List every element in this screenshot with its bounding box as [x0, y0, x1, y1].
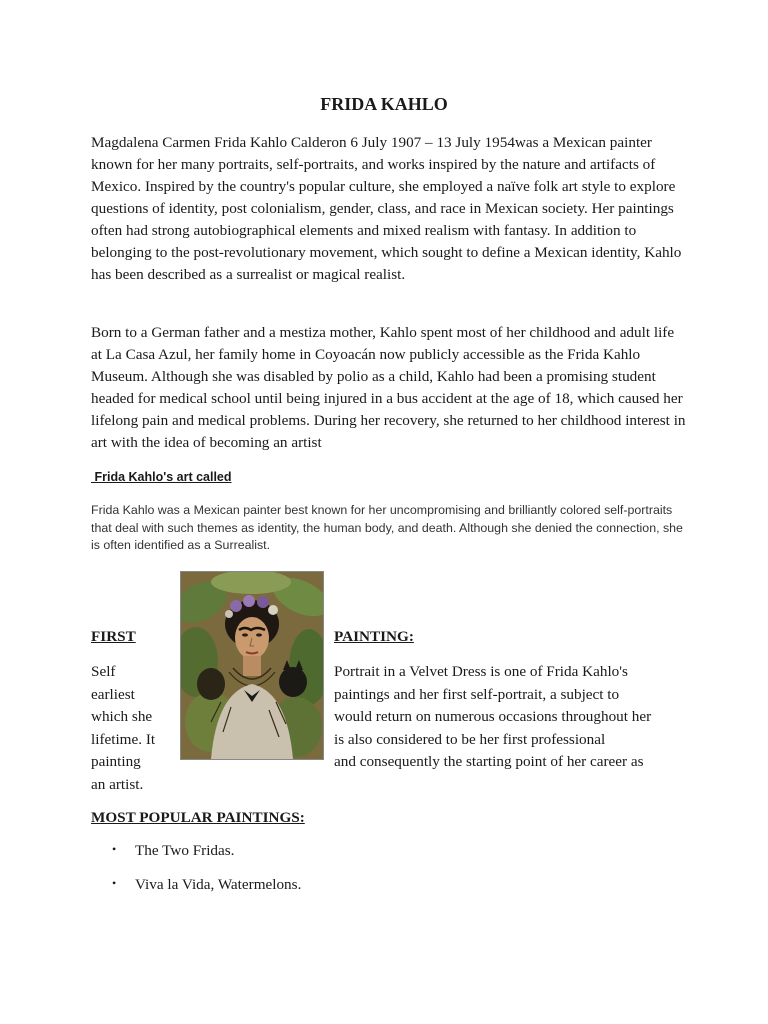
left-line: which she — [91, 708, 153, 725]
left-line: an artist. — [91, 775, 144, 793]
right-line: is also considered to be her first professional — [334, 730, 606, 748]
left-line: lifetime. It — [91, 730, 156, 748]
biography-paragraph: Born to a German father and a mestiza mother, Kahlo spent most of her childhood and adult life at La Casa Azul, her family home in Coyoacán now publicly accessible as the Frida Kahlo Museum. Although she was disabled by polio as a child, Kahlo had been a promising student headed for medical school until being injured in a bus accident at the age of 18, which caused her lifelong pain and medical problems. During her recovery, she returned to her childhood interest in art with the idea of becoming an artist — [91, 324, 686, 451]
list-item-text: The Two Fridas. — [135, 842, 235, 859]
left-line: Self — [91, 663, 116, 680]
intro-paragraph: Magdalena Carmen Frida Kahlo Calderon 6 July 1907 – 13 July 1954was a Mexican painter known for her many portraits, self-portraits, and works inspired by the nature and artifacts of Mexico. Inspired by the country's popular culture, she employed a naïve folk art style to explore questions of identity, post colonialism, gender, class, and race in Mexican society. Her paintings often had strong autobiographical elements and mixed realism with fantasy. In addition to belonging to the post-revolutionary movement, which sought to define a Mexican identity, Kahlo has been described as a surrealist or magical realist. — [91, 134, 682, 283]
art-section-heading: Frida Kahlo's art called — [91, 470, 232, 484]
list-item-text: Viva la Vida, Watermelons. — [135, 876, 302, 893]
self-portrait-image — [180, 571, 324, 760]
right-line: and consequently the starting point of her career as — [334, 753, 644, 770]
left-line: painting — [91, 753, 141, 770]
page-title: FRIDA KAHLO — [320, 94, 448, 114]
popular-paintings-heading: MOST POPULAR PAINTINGS: — [91, 809, 305, 826]
painting-label: PAINTING: — [334, 628, 414, 645]
left-line: earliest — [91, 685, 135, 703]
first-painting-right-text — [334, 661, 651, 774]
list-item — [112, 842, 301, 876]
first-painting-left-text — [91, 661, 155, 796]
right-line: Portrait in a Velvet Dress is one of Frida Kahlo's — [334, 663, 628, 680]
first-label: FIRST — [91, 628, 136, 645]
right-line: paintings and her first self-portrait, a subject to — [334, 685, 620, 703]
list-item — [112, 876, 301, 910]
popular-paintings-list — [112, 842, 301, 910]
art-section-text: Frida Kahlo was a Mexican painter best known for her uncompromising and brilliantly colored self-portraits that deal with such themes as identity, the human body, and death. Although she denied the connection, she is often identified as a Surrealist. — [91, 503, 683, 552]
right-line: would return on numerous occasions throughout her — [334, 708, 652, 725]
bullet-icon: • — [112, 842, 117, 856]
bullet-icon: • — [112, 876, 117, 890]
